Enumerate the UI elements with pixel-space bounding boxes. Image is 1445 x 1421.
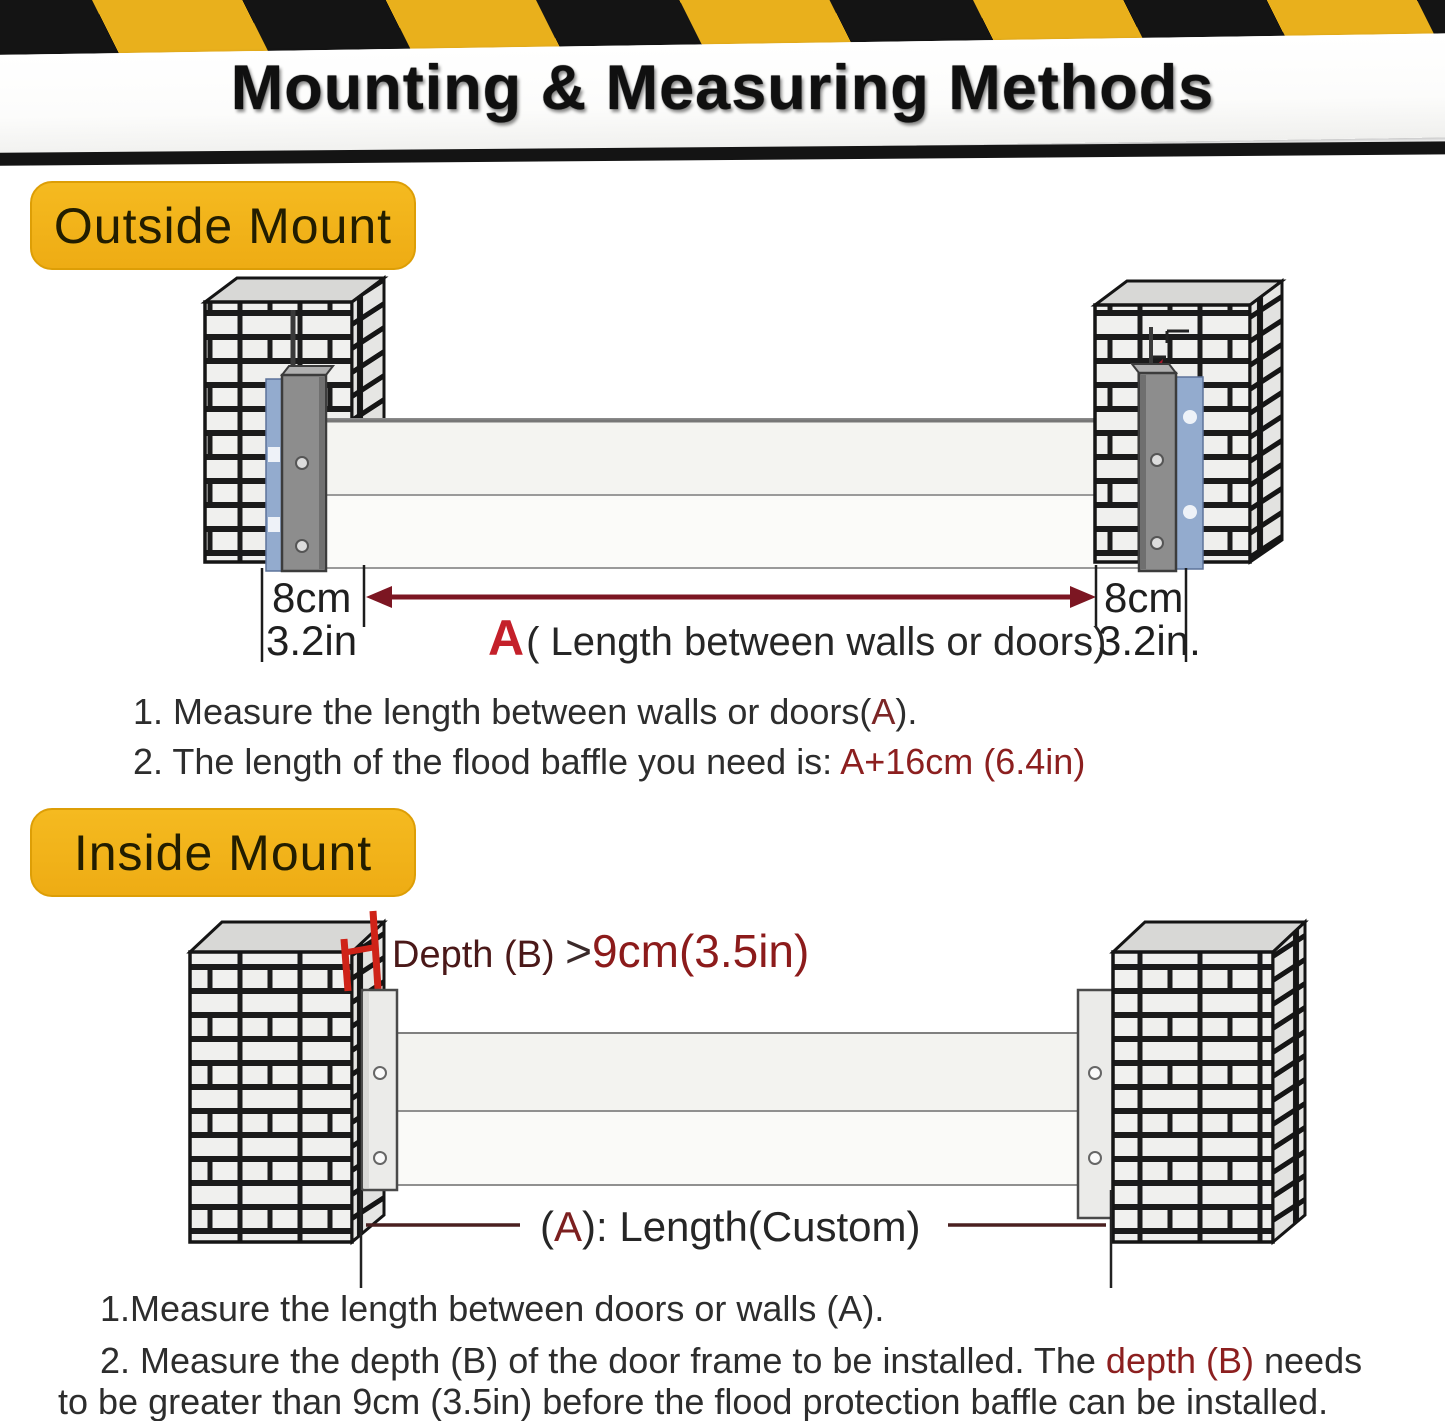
outside-mount-badge: Outside Mount [30, 181, 416, 270]
inside-step-2: 2. Measure the depth (B) of the door frame to be installed. The depth (B) needs [100, 1340, 1363, 1381]
span-length-label: A( Length between walls or doors) [488, 610, 1107, 666]
flood-barrier-panels [326, 419, 1140, 568]
length-dimension [361, 1190, 1111, 1288]
barrier-panels [397, 1033, 1078, 1185]
outside-mount-diagram [0, 265, 1445, 675]
right-mounting-channel [1132, 364, 1203, 571]
custom-length-label: (A): Length(Custom) [540, 1203, 921, 1250]
inside-step-2-cont: to be greater than 9cm (3.5in) before the flood protection baffle can be installed. [58, 1381, 1329, 1421]
right-inside-channel [1078, 990, 1113, 1218]
right-width-cm: 8cm [1104, 574, 1184, 621]
outside-step-2: 2. The length of the flood baffle you need is: A+16cm (6.4in) [133, 741, 1086, 782]
left-brick-pillar [190, 922, 384, 1242]
left-width-in: 3.2in [266, 617, 358, 664]
inside-mount-badge: Inside Mount [30, 808, 416, 897]
outside-step-1: 1. Measure the length between walls or doors(A). [133, 691, 918, 732]
left-mounting-channel [266, 366, 333, 571]
dimension-annotations [262, 565, 1201, 666]
right-width-in: 3.2in. [1098, 617, 1201, 664]
left-inside-channel [362, 990, 397, 1190]
page-title: Mounting & Measuring Methods [230, 53, 1215, 123]
right-brick-pillar [1113, 922, 1305, 1242]
depth-annotation: Depth (B) >9cm(3.5in) [392, 925, 810, 977]
inside-step-1: 1.Measure the length between doors or walls (A). [100, 1288, 885, 1329]
left-width-cm: 8cm [272, 574, 352, 621]
inside-mount-diagram [0, 895, 1445, 1295]
